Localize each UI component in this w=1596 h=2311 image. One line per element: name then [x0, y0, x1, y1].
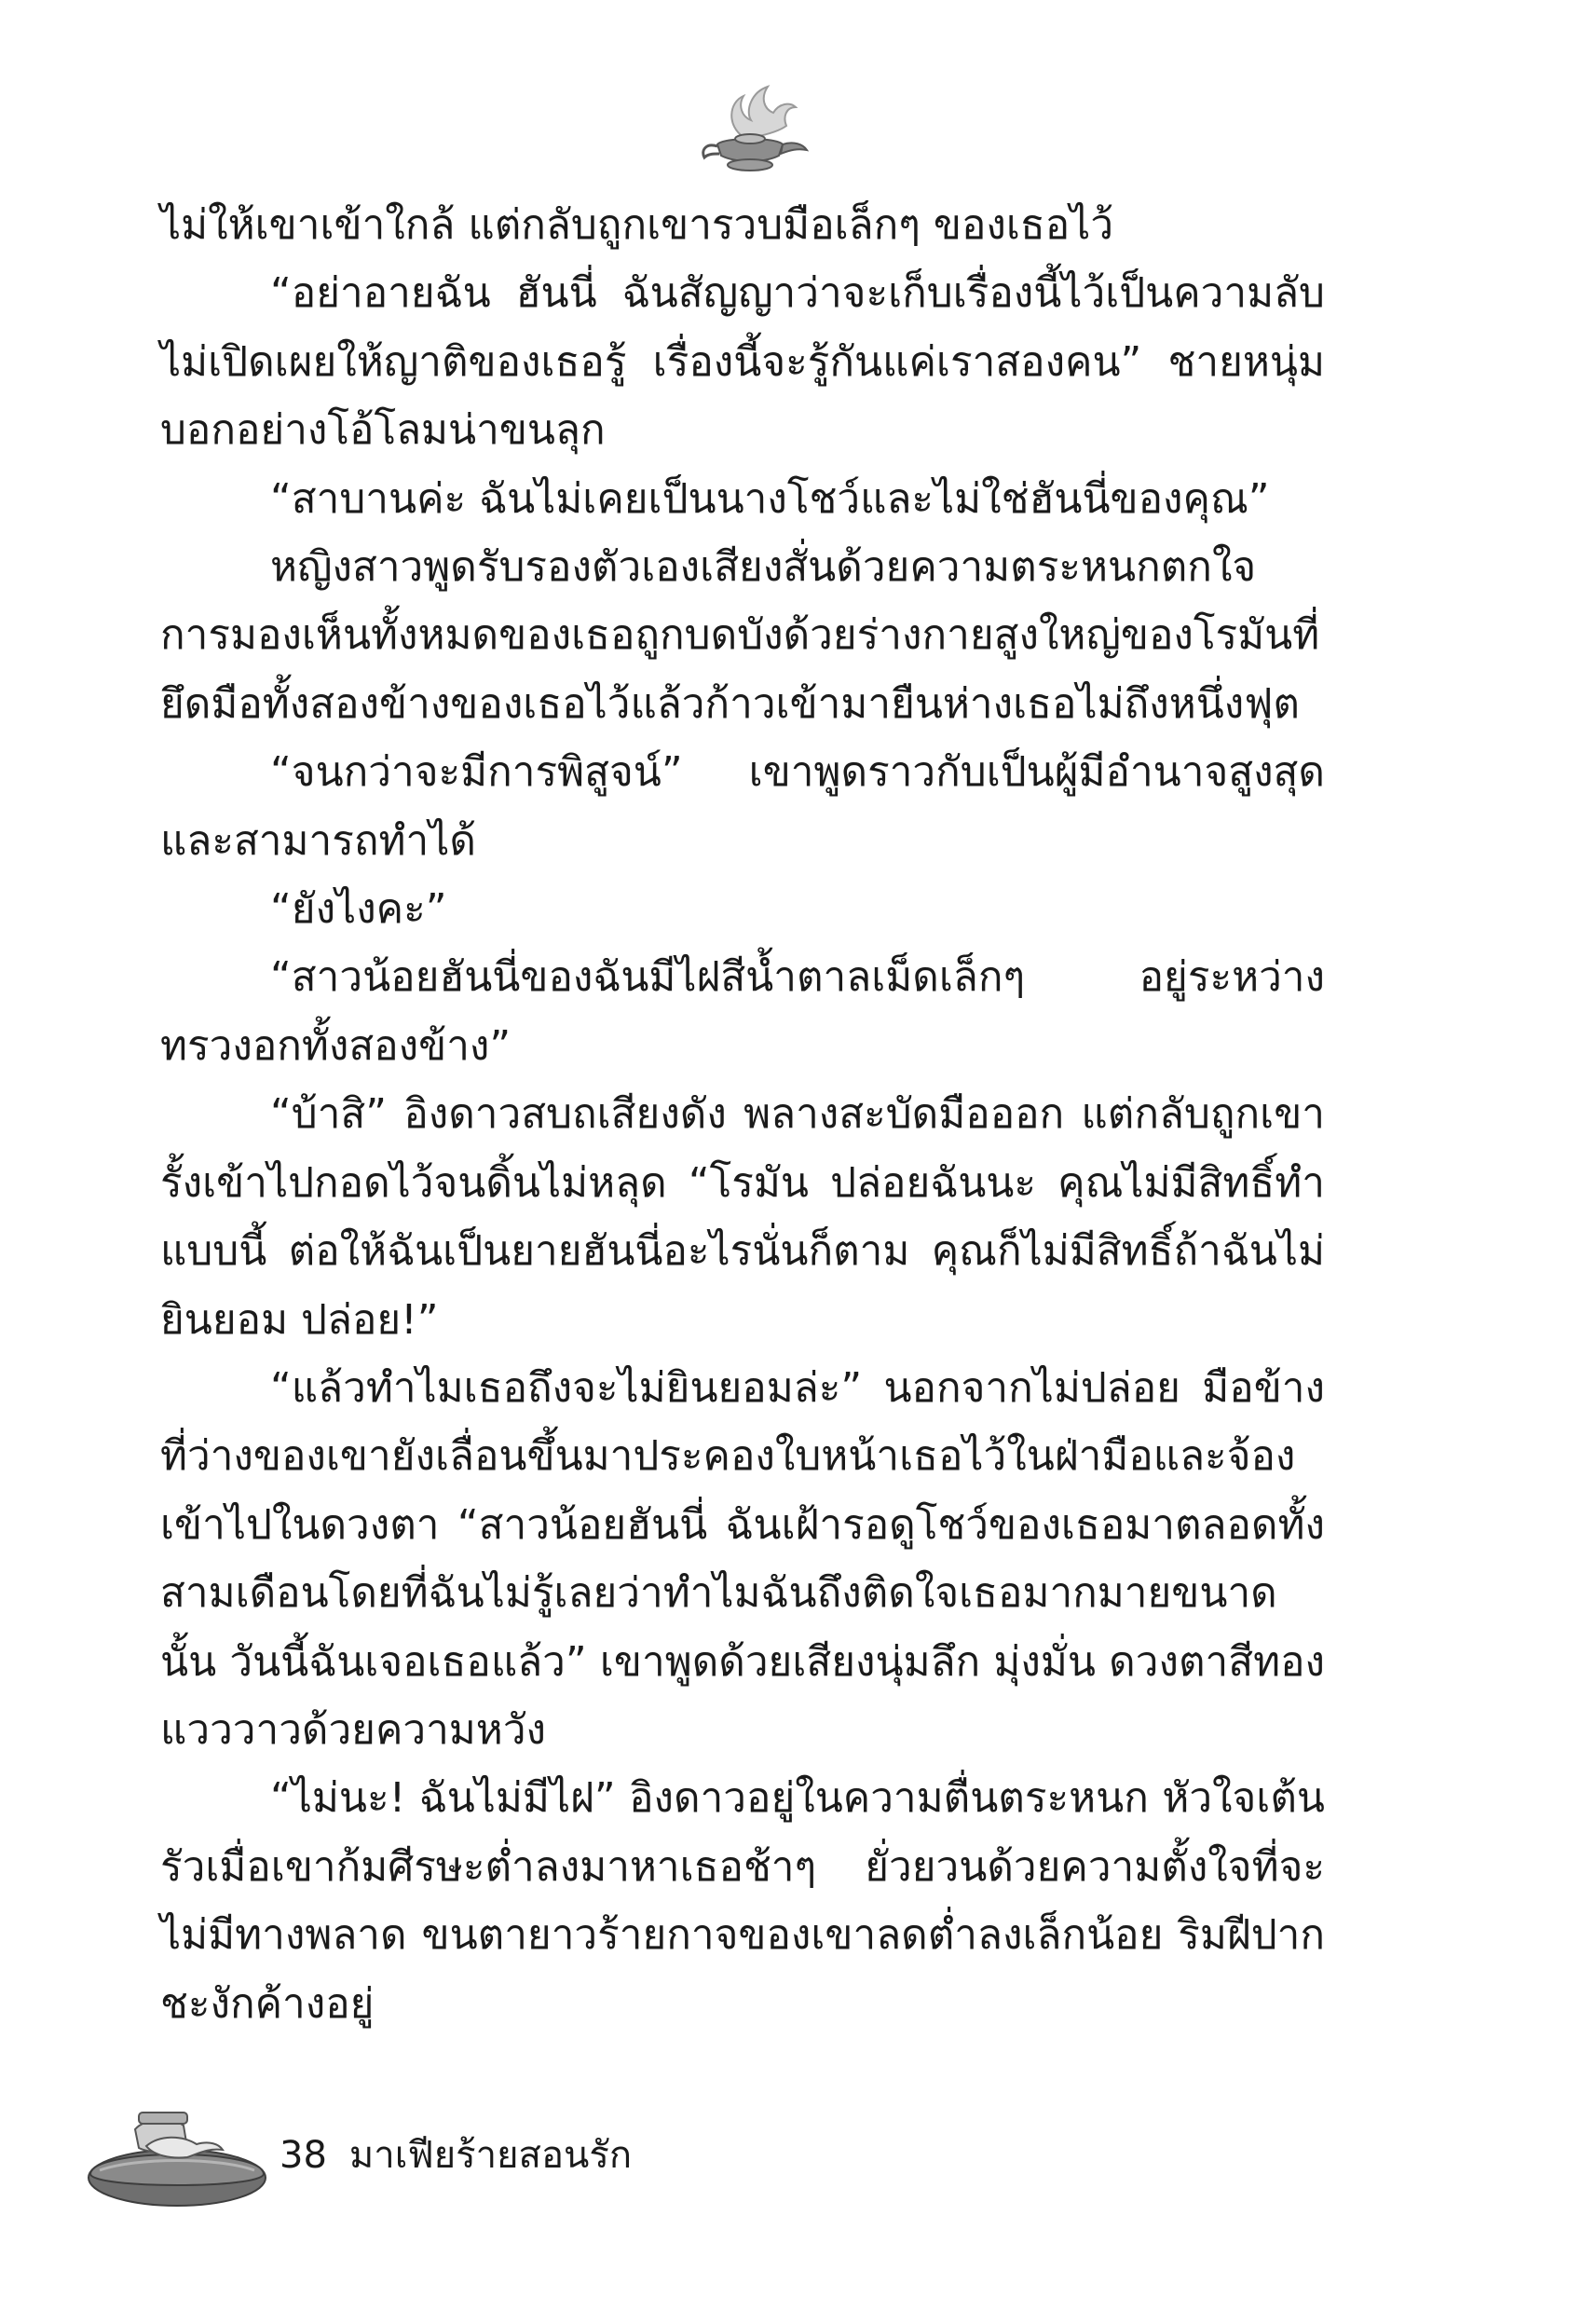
genie-lamp-ornament-icon — [689, 79, 811, 177]
paragraph-10: “ไม่นะ! ฉันไม่มีไฝ” อิงดาวอยู่ในความตื่นตระหนก หัวใจเต้นรัวเมื่อเขาก้มศีรษะต่ำลงมาหาเธอช้าๆ ยั่วยวนด้วยความตั้งใจที่จะไม่มีทางพลาด ขนตายาวร้ายกาจของเขาลดต่ำลงเล็กน้อย ริมฝีปากชะงักค้างอยู่ — [160, 1774, 1325, 2028]
paragraph-8: “บ้าสิ” อิงดาวสบถเสียงดัง พลางสะบัดมือออก แต่กลับถูกเขารั้งเข้าไปกอดไว้จนดิ้นไม่หลุด “โรมัน ปล่อยฉันนะ คุณไม่มีสิทธิ์ทำแบบนี้ ต่อให้ฉันเป็นยายฮันนี่อะไรนั่นก็ตาม คุณก็ไม่มีสิทธิ์ถ้าฉันไม่ยินยอม ปล่อย!” — [160, 1090, 1325, 1344]
lamp-cushion-footer-icon — [79, 2092, 293, 2213]
book-title: มาเฟียร้ายสอนรัก — [348, 2134, 633, 2177]
paragraph-7: “สาวน้อยฮันนี่ของฉันมีไฝสีน้ำตาลเม็ดเล็กๆ อยู่ระหว่างทรวงอกทั้งสองข้าง” — [160, 953, 1325, 1070]
paragraph-5: “จนกว่าจะมีการพิสูจน์” เขาพูดราวกับเป็นผู้มีอำนาจสูงสุดและสามารถทำได้ — [160, 748, 1325, 865]
paragraph-1: ไม่ให้เขาเข้าใกล้ แต่กลับถูกเขารวบมือเล็กๆ ของเธอไว้ — [160, 201, 1114, 249]
page-footer — [79, 2092, 731, 2222]
paragraph-3: “สาบานค่ะ ฉันไม่เคยเป็นนางโชว์และไม่ใช่ฮันนี่ของคุณ” — [270, 474, 1270, 523]
body-text — [160, 191, 1325, 2038]
paragraph-2: “อย่าอายฉัน ฮันนี่ ฉันสัญญาว่าจะเก็บเรื่องนี้ไว้เป็นความลับไม่เปิดเผยให้ญาติของเธอรู้ เรื่องนี้จะรู้กันแค่เราสองคน” ชายหนุ่มบอกอย่างโอ้โลมน่าขนลุก — [160, 269, 1325, 455]
paragraph-6: “ยังไงคะ” — [270, 885, 447, 934]
footer-text — [280, 2133, 632, 2178]
page-number: 38 — [280, 2134, 327, 2177]
paragraph-4: หญิงสาวพูดรับรองตัวเองเสียงสั่นด้วยความตระหนกตกใจ การมองเห็นทั้งหมดของเธอถูกบดบังด้วยร่างกายสูงใหญ่ของโรมันที่ยึดมือทั้งสองข้างของเธอไว้แล้วก้าวเข้ามายืนห่างเธอไม่ถึงหนึ่งฟุต — [160, 543, 1320, 728]
paragraph-9: “แล้วทำไมเธอถึงจะไม่ยินยอมล่ะ” นอกจากไม่ปล่อย มือข้างที่ว่างของเขายังเลื่อนขึ้นมาประคองใบหน้าเธอไว้ในฝ่ามือและจ้องเข้าไปในดวงตา “สาวน้อยฮันนี่ ฉันเฝ้ารอดูโชว์ของเธอมาตลอดทั้งสามเดือนโดยที่ฉันไม่รู้เลยว่าทำไมฉันถึงติดใจเธอมากมายขนาดนั้น วันนี้ฉันเจอเธอแล้ว” เขาพูดด้วยเสียงนุ่มลึก มุ่งมั่น ดวงตาสีทองแวววาวด้วยความหวัง — [160, 1363, 1325, 1754]
